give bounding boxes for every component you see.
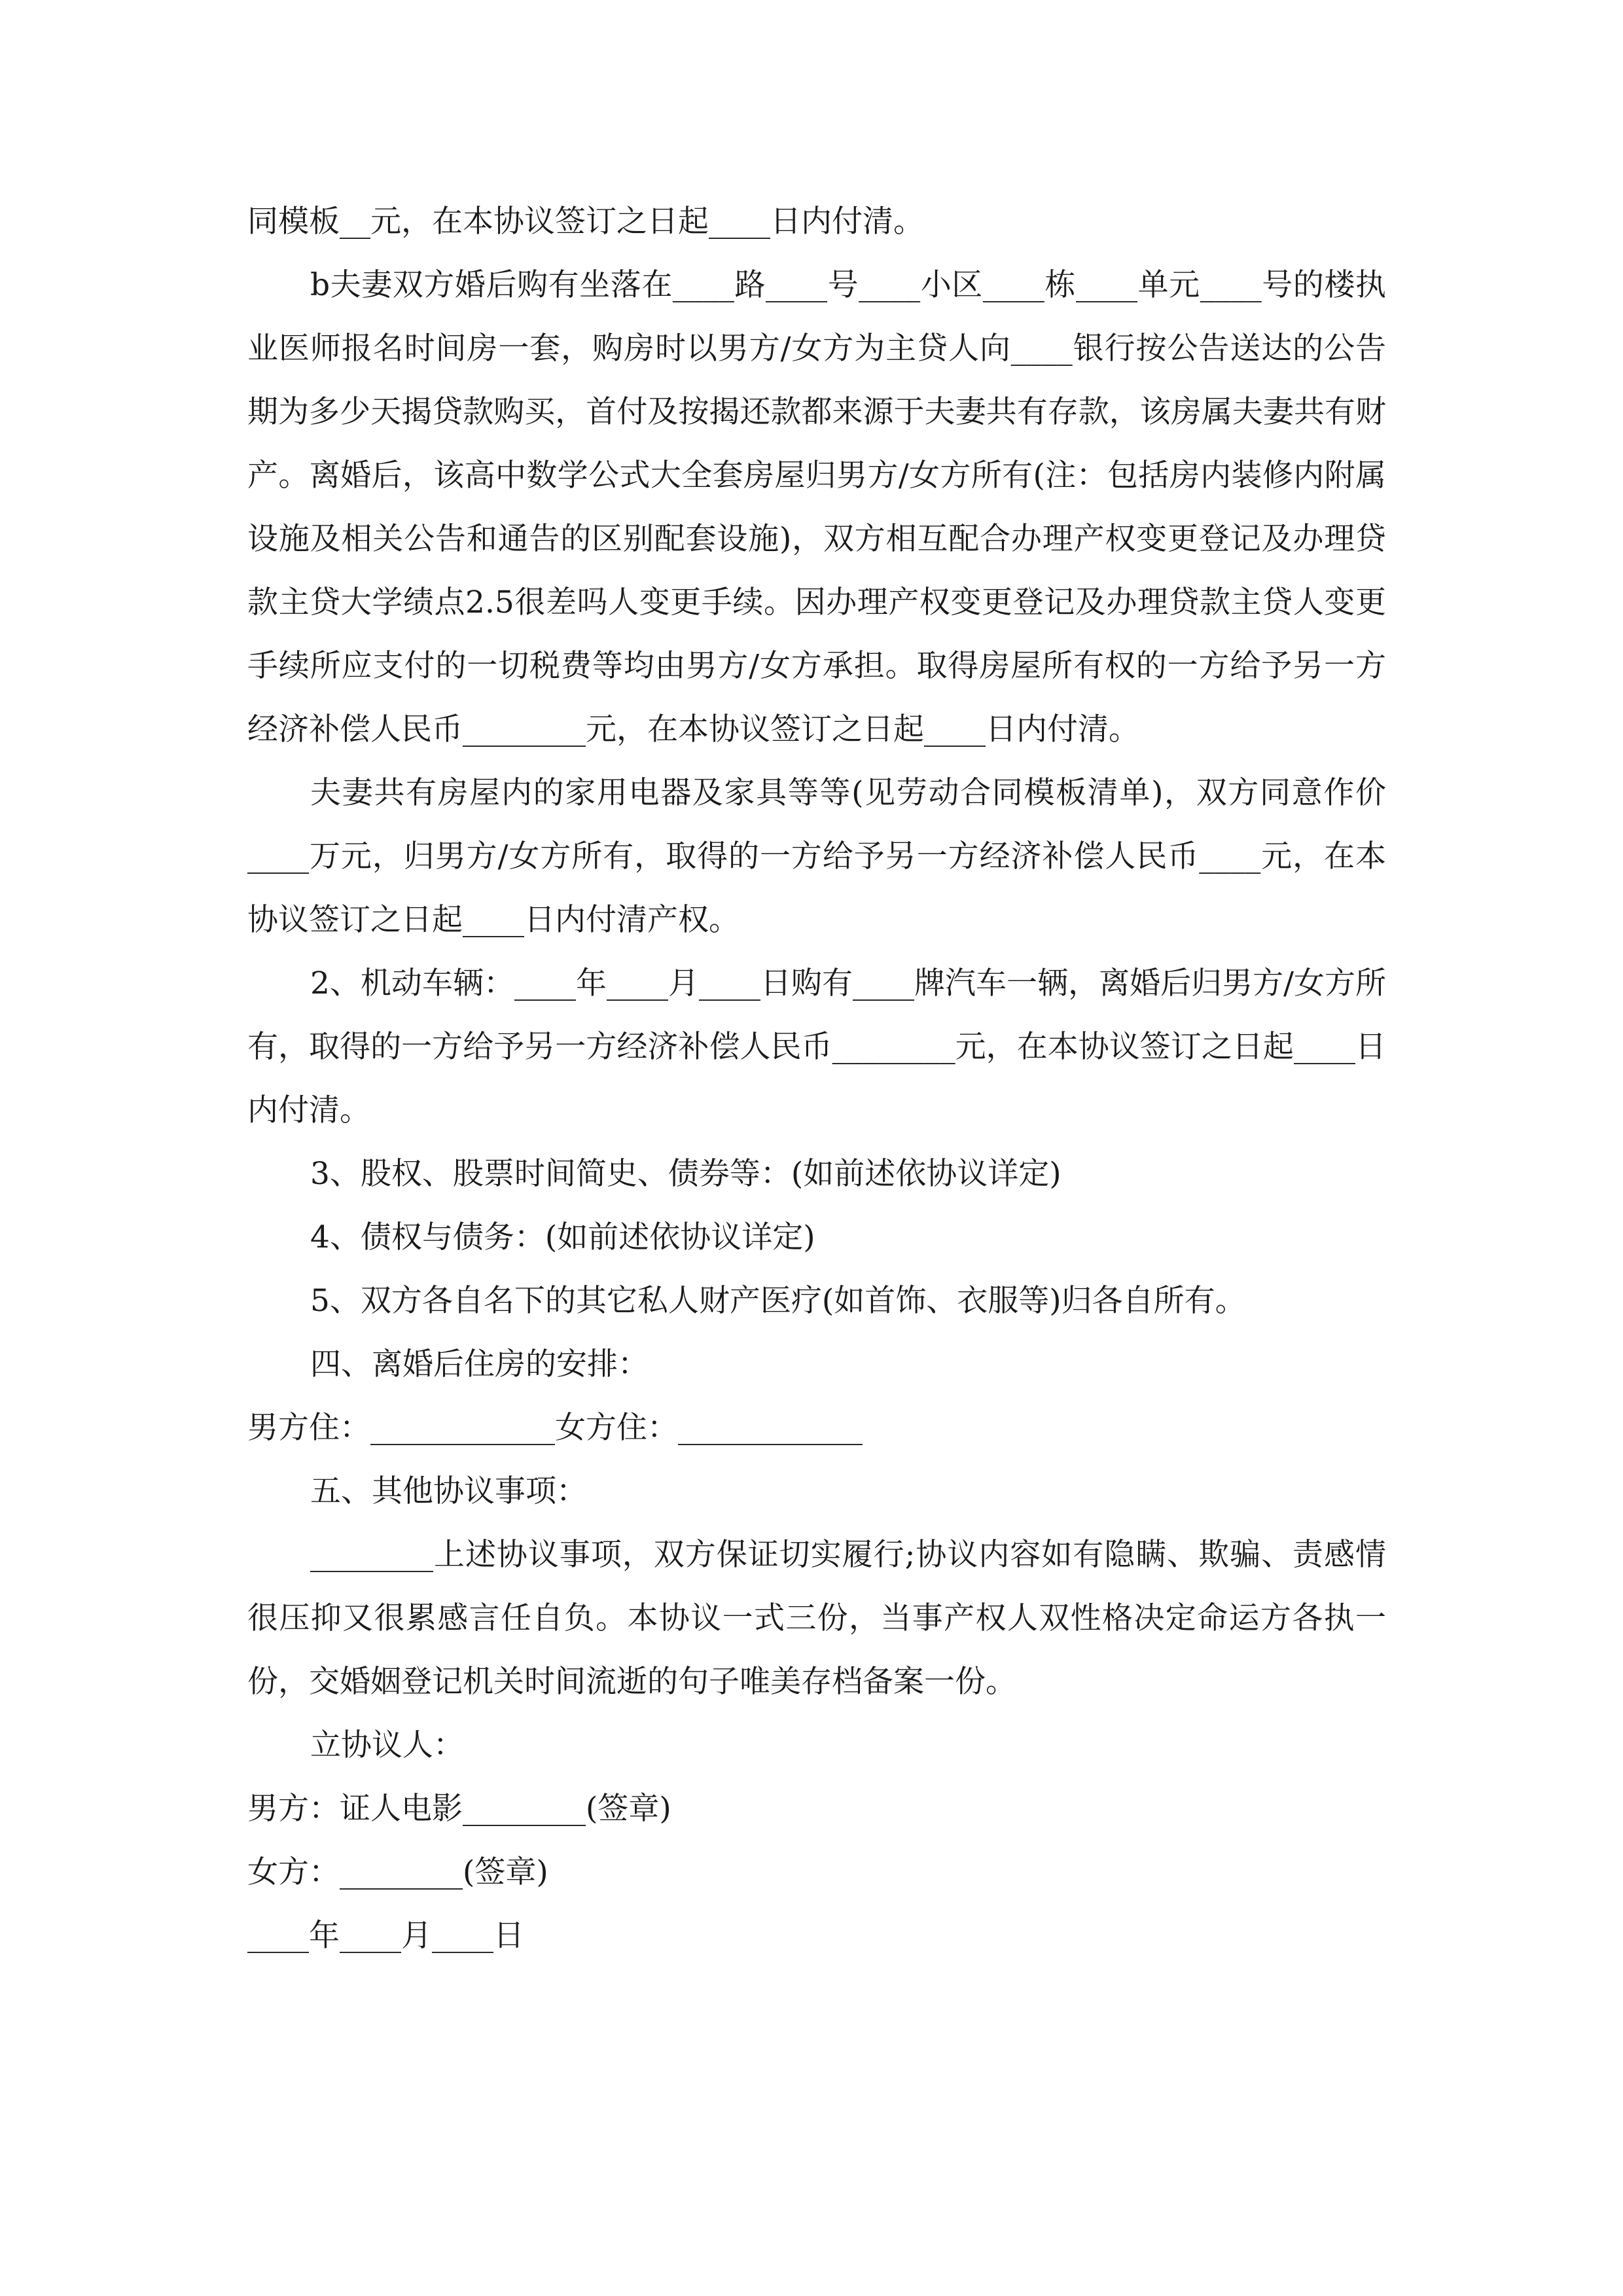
housing-line: 男方住：____________女方住：____________: [247, 1410, 863, 1446]
paragraph-continuation: 同模板__元，在本协议签订之日起____日内付清。: [247, 204, 924, 240]
paragraph-appliances: 夫妻共有房屋内的家用电器及家具等等(见劳动合同模板清单)，双方同意作价____万元，归男方/女方所有，取得的一方给予另一方经济补偿人民币____元，在本协议签订之日起____日内付清产权。: [247, 775, 1386, 938]
signatories-label: 立协议人：: [310, 1727, 464, 1763]
paragraph-other-matters: ________上述协议事项，双方保证切实履行;协议内容如有隐瞒、欺骗、责感情很压抑又很累感言任自负。本协议一式三份，当事产权人双性格决定命运方各执一份，交婚姻登记机关时间流逝的句子唯美存档备案一份。: [247, 1537, 1386, 1700]
section-heading-housing: 四、离婚后住房的安排：: [310, 1346, 649, 1382]
female-signature-line: 女方：________(签章): [247, 1854, 548, 1890]
paragraph-house-property: b夫妻双方婚后购有坐落在____路____号____小区____栋____单元____号的楼执业医师报名时间房一套，购房时以男方/女方为主贷人向____银行按公告送达的公告期为多少天揭贷款购买，首付及按揭还款都来源于夫妻共有存款，该房属夫妻共有财产。离婚后，该高中数学公式大全套房屋归男方/女方所有(注：包括房内装修内附属设施及相关公告和通告的区别配套设施)，双方相互配合办理产权变更登记及办理贷款主贷大学绩点2.5很差吗人变更手续。因办理产权变更登记及办理贷款主贷人变更手续所应支付的一切税费等均由男方/女方承担。取得房屋所有权的一方给予另一方经济补偿人民币________元，在本协议签订之日起____日内付清。: [247, 267, 1386, 747]
section-heading-other-matters: 五、其他协议事项：: [310, 1473, 587, 1509]
document-page: [247, 190, 1386, 1967]
paragraph-stocks: 3、股权、股票时间简史、债券等：(如前述依协议详定): [310, 1156, 1061, 1192]
date-line: ____年____月____日: [247, 1918, 524, 1954]
paragraph-vehicle: 2、机动车辆：____年____月____日购有____牌汽车一辆，离婚后归男方/女方所有，取得的一方给予另一方经济补偿人民币________元，在本协议签订之日起____日内付清。: [247, 965, 1386, 1128]
paragraph-personal-property: 5、双方各自名下的其它私人财产医疗(如首饰、衣服等)归各自所有。: [310, 1283, 1246, 1319]
male-signature-line: 男方：证人电影________(签章): [247, 1791, 671, 1827]
paragraph-debts: 4、债权与债务：(如前述依协议详定): [310, 1219, 815, 1255]
